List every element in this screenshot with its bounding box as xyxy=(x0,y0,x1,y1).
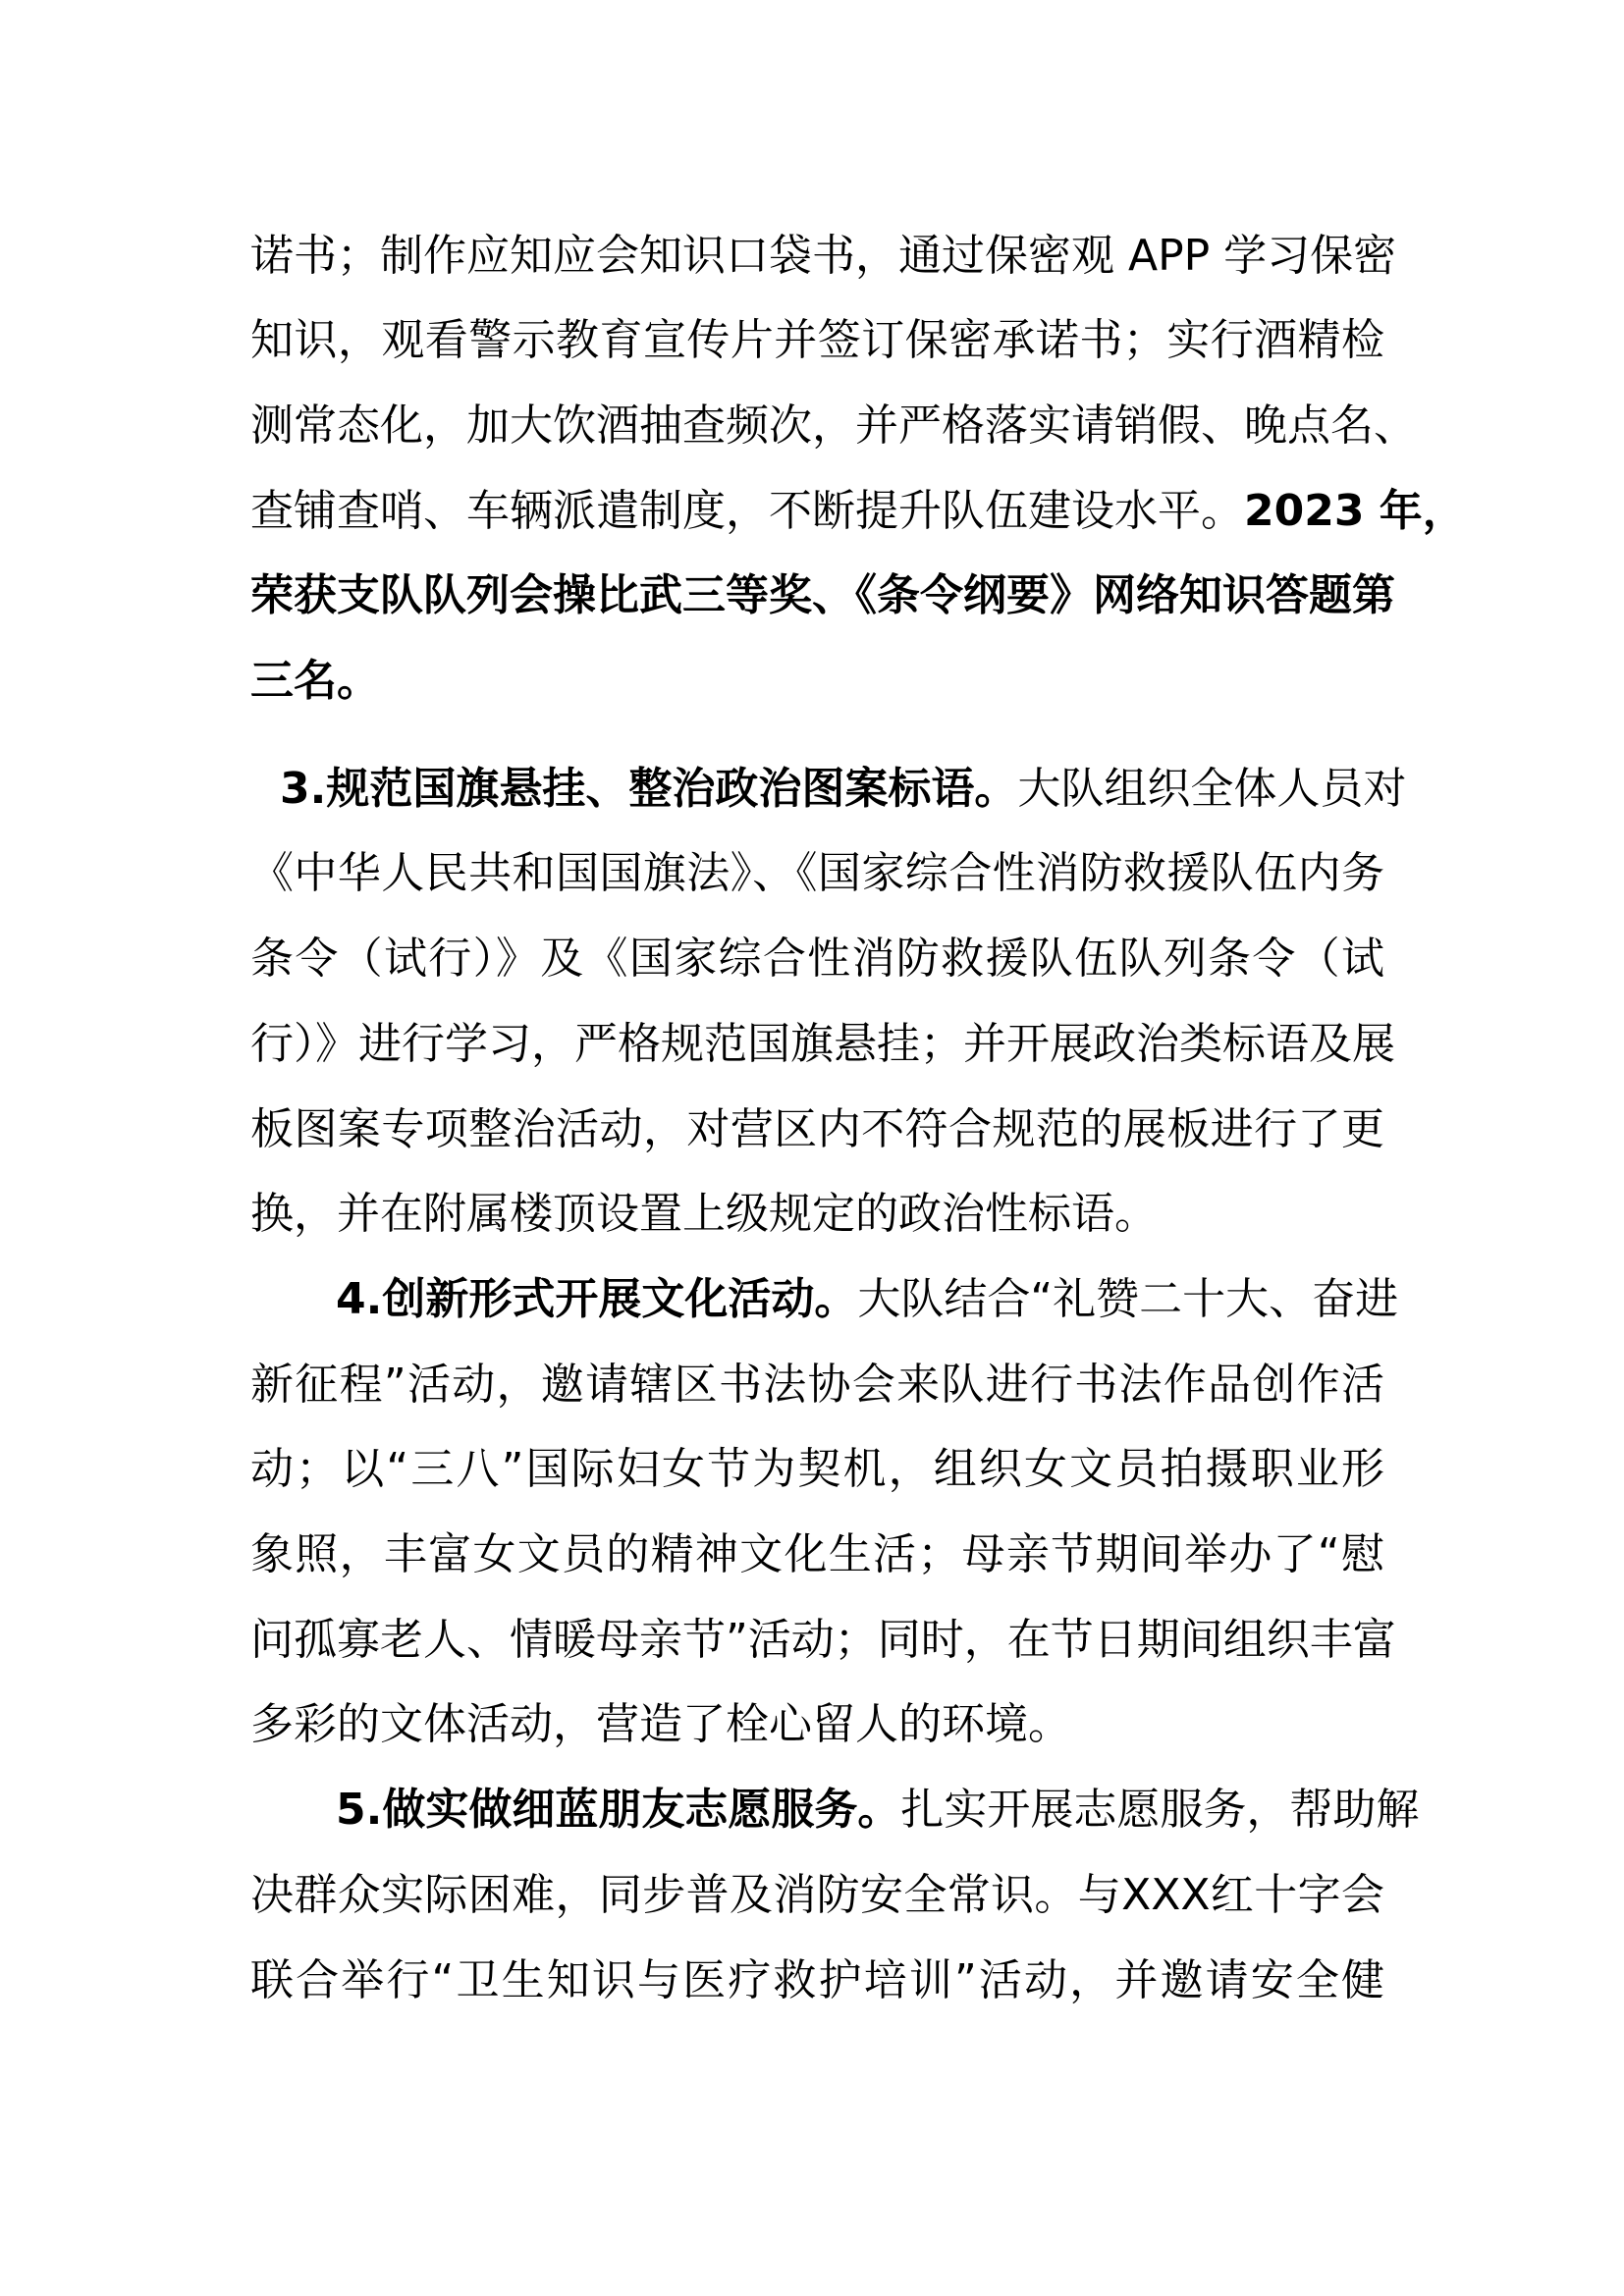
bold-text-segment: 4.创新形式开展文化活动。 xyxy=(336,1273,858,1324)
text-segment: 知识，观看警示教育宣传片并签订保密承诺书；实行酒精检 xyxy=(250,315,1384,366)
text-segment: 象照，丰富女文员的精神文化生活；母亲节期间举办了“慰 xyxy=(250,1529,1384,1579)
text-line xyxy=(250,213,1397,298)
text-line xyxy=(250,1512,1384,1597)
text-line xyxy=(250,1597,1396,1682)
bold-text-segment: 2023 年， xyxy=(1244,485,1466,536)
text-segment: 查铺查哨、车辆派遣制度，不断提升队伍建设水平。 xyxy=(250,485,1244,536)
text-line xyxy=(250,1171,1384,1256)
text-segment: 行）》进行学习，严格规范国旗悬挂；并开展政治类标语及展 xyxy=(250,1018,1395,1069)
text-line xyxy=(250,1682,1384,1767)
text-segment: 动；以“三八”国际妇女节为契机，组织女文员拍摄职业形 xyxy=(250,1444,1384,1495)
text-segment: 板图案专项整治活动，对营区内不符合规范的展板进行了更 xyxy=(250,1103,1384,1154)
text-segment: 诺书；制作应知应会知识口袋书，通过保密观 APP 学习保密 xyxy=(250,230,1397,281)
text-line xyxy=(250,1001,1395,1087)
text-line xyxy=(250,553,1395,638)
text-segment: 问孤寡老人、情暖母亲节”活动；同时，在节日期间组织丰富 xyxy=(250,1614,1396,1665)
text-segment: 新征程”活动，邀请辖区书法协会来队进行书法作品创作活 xyxy=(250,1359,1384,1410)
text-segment: 大队组织全体人员对 xyxy=(1017,763,1407,814)
text-segment: 条令（试行）》及《国家综合性消防救援队伍队列条令（试 xyxy=(250,934,1384,985)
text-line xyxy=(250,830,1384,916)
text-line xyxy=(250,468,1466,554)
text-segment: 决群众实际困难，同步普及消防安全常识。与XXX红十字会 xyxy=(250,1869,1384,1920)
text-line xyxy=(250,1938,1384,2023)
text-line xyxy=(280,746,1407,831)
text-segment: 多彩的文体活动，营造了栓心留人的环境。 xyxy=(250,1699,1071,1750)
text-line xyxy=(336,1256,1399,1342)
text-line xyxy=(250,1342,1384,1427)
text-line xyxy=(250,638,1384,723)
text-segment: 扎实开展志愿服务，帮助解 xyxy=(900,1785,1420,1836)
bold-text-segment: 3.规范国旗悬挂、整治政治图案标语。 xyxy=(280,763,1018,814)
text-line xyxy=(250,1852,1384,1938)
text-line xyxy=(250,297,1384,383)
text-line xyxy=(336,1767,1420,1852)
text-line xyxy=(250,1426,1384,1512)
bold-text-segment: 5.做实做细蓝朋友志愿服务。 xyxy=(336,1785,901,1836)
text-segment: 联合举行“卫生知识与医疗救护培训”活动，并邀请安全健 xyxy=(250,1954,1384,2005)
bold-text-segment: 荣获支队队列会操比武三等奖、《条令纲要》网络知识答题第 xyxy=(250,570,1395,621)
text-segment: 换，并在附属楼顶设置上级规定的政治性标语。 xyxy=(250,1189,1158,1240)
text-segment: 测常态化，加大饮酒抽查频次，并严格落实请销假、晚点名、 xyxy=(250,400,1417,451)
text-line xyxy=(250,916,1384,1001)
text-line xyxy=(250,383,1417,468)
text-line xyxy=(250,1087,1384,1172)
text-segment: 大队结合“礼赞二十大、奋进 xyxy=(857,1273,1399,1324)
bold-text-segment: 三名。 xyxy=(250,656,380,706)
text-segment: 《中华人民共和国国旗法》、《国家综合性消防救援队伍内务 xyxy=(250,848,1384,899)
